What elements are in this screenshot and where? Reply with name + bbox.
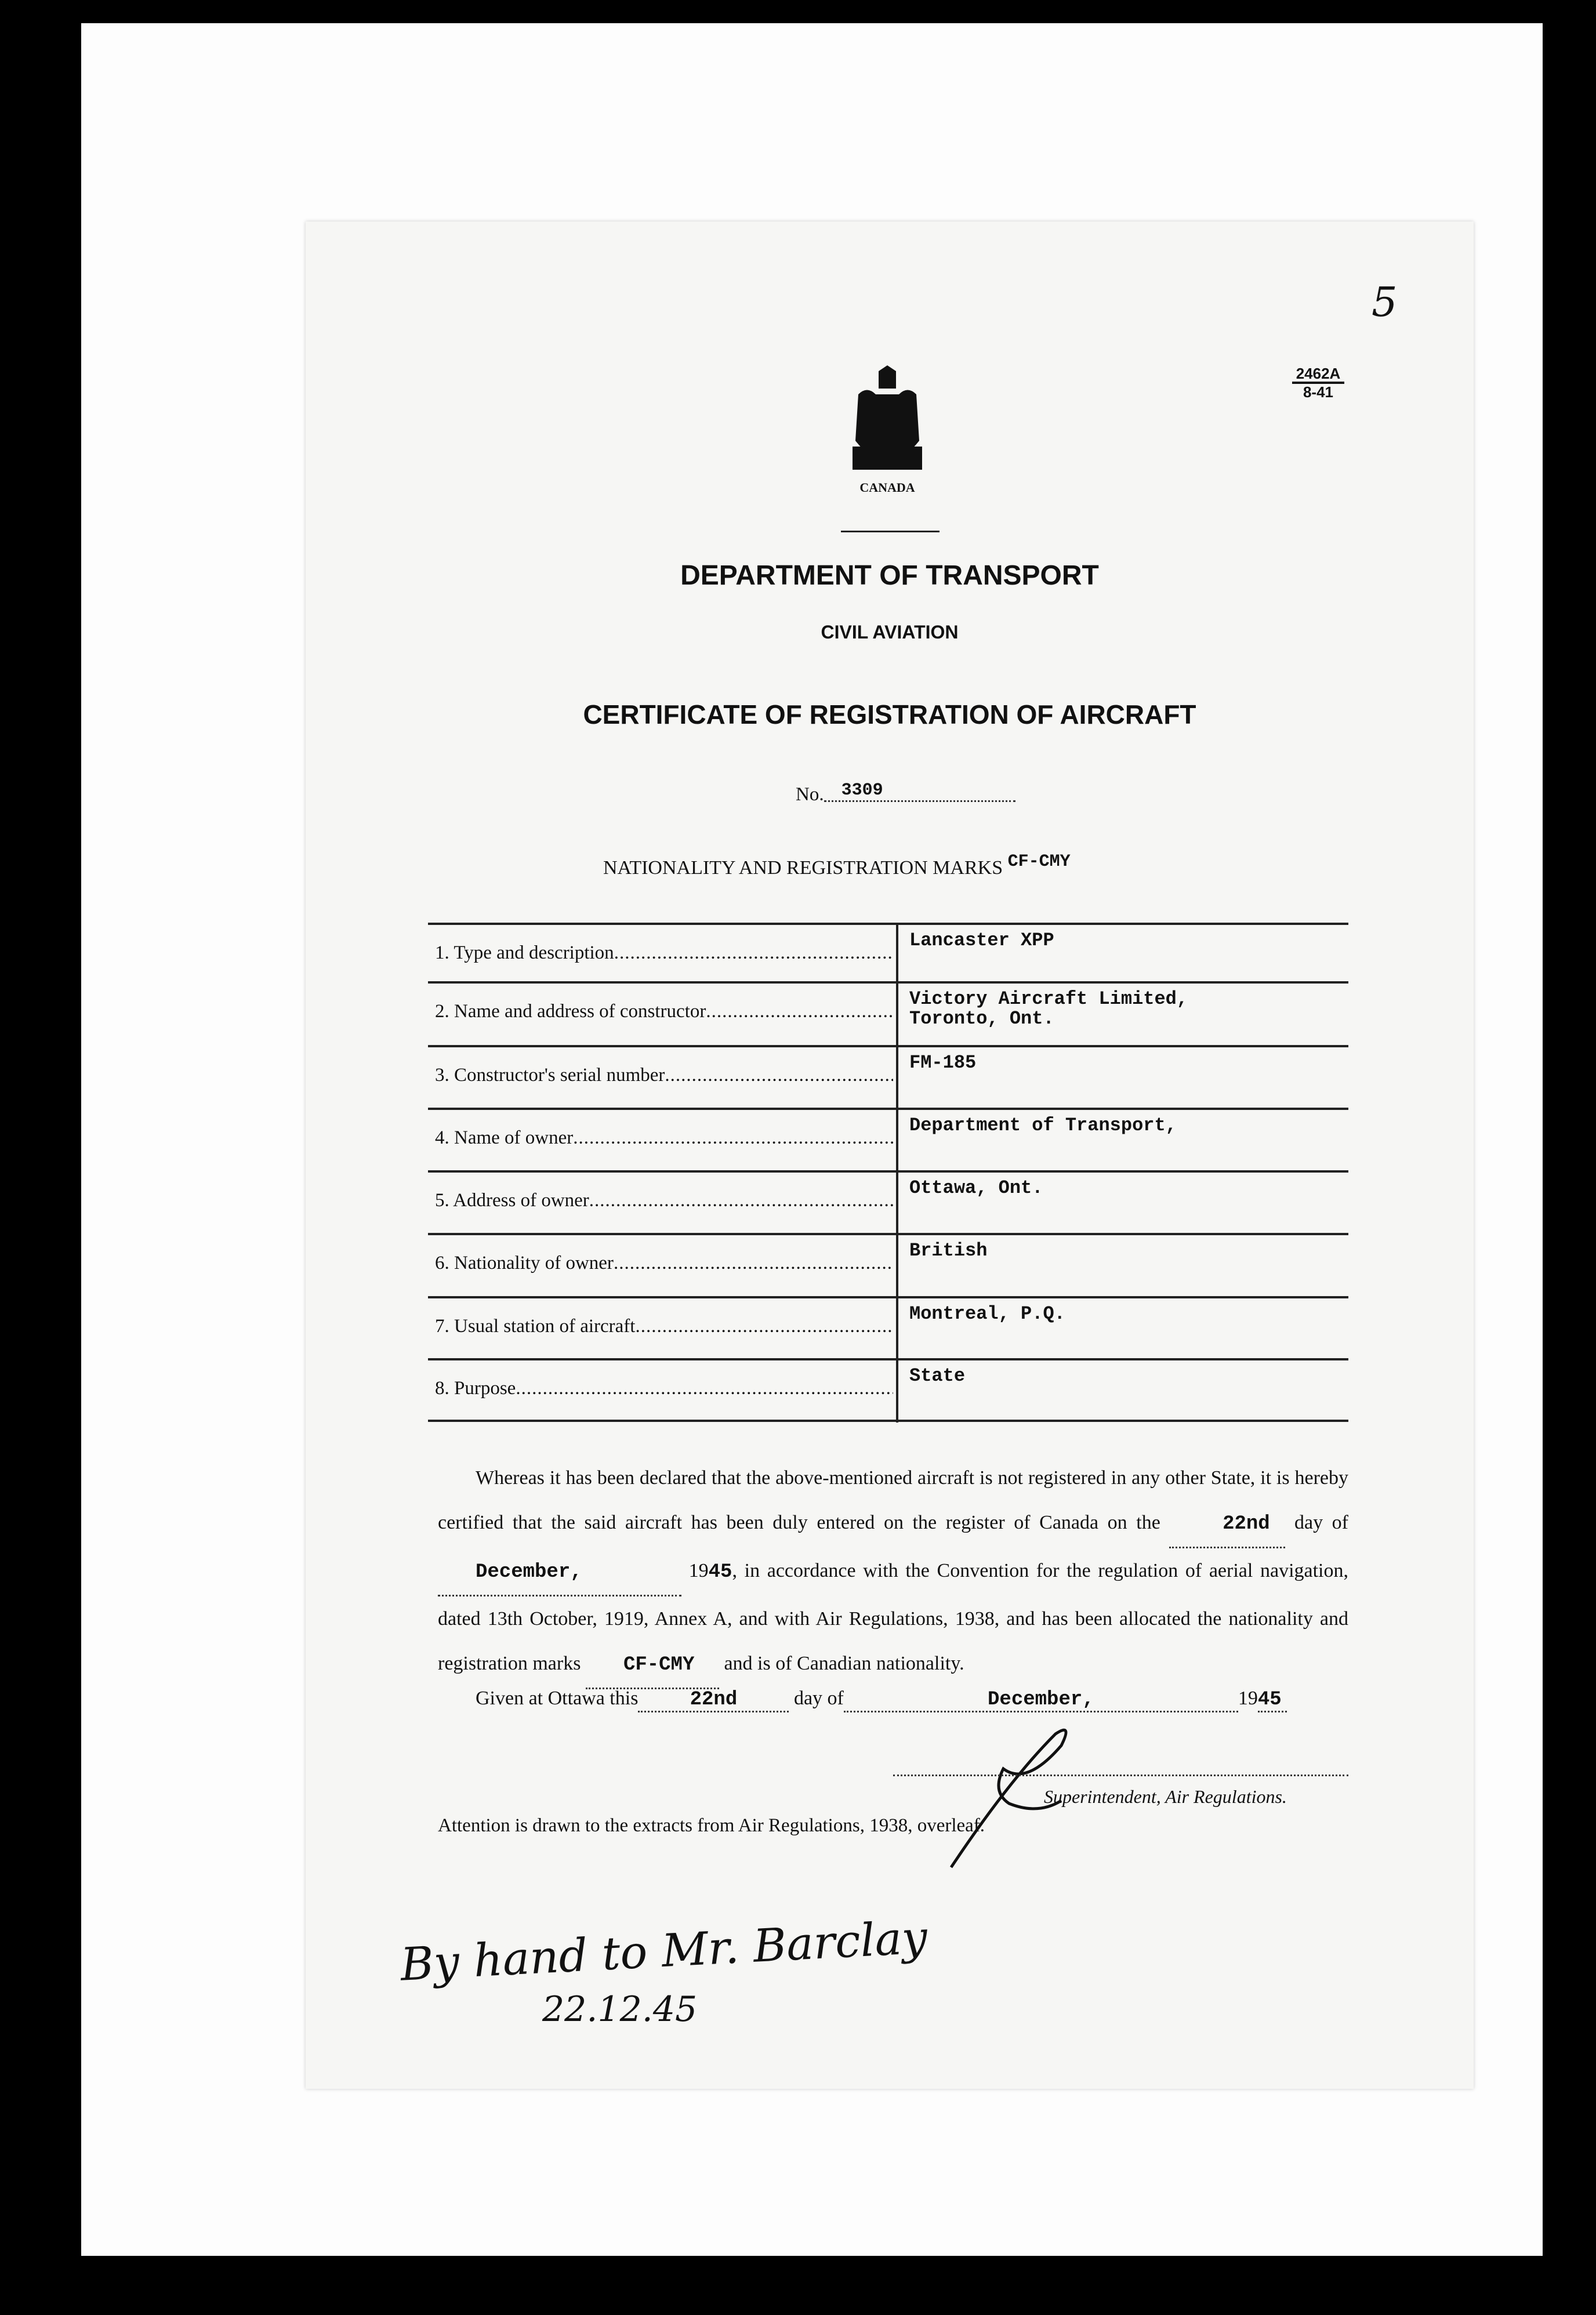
field-label: 3. Constructor's serial number ..... bbox=[435, 1065, 893, 1086]
given-at-line bbox=[476, 1688, 1287, 1712]
field-row bbox=[428, 1170, 1348, 1234]
field-row bbox=[428, 1296, 1348, 1360]
certificate-title: CERTIFICATE OF REGISTRATION OF AIRCRAFT bbox=[583, 699, 1196, 730]
crest-caption: CANADA bbox=[859, 480, 915, 495]
field-value: Lancaster XPP bbox=[909, 930, 1054, 951]
certification-text: Whereas it has been declared that the above-mentioned aircraft is not registered in any other State, it is hereby certified that the said aircraft has been duly entered on the register of Canada on the bbox=[438, 1467, 1348, 1533]
field-value: Victory Aircraft Limited, Toronto, Ont. bbox=[909, 988, 1188, 1029]
field-value: FM-185 bbox=[909, 1052, 977, 1073]
marks-value: CF-CMY bbox=[1007, 852, 1071, 872]
year-prefix: 19 bbox=[688, 1560, 709, 1581]
given-day: 22nd bbox=[638, 1689, 789, 1712]
form-number-code: 2462A bbox=[1292, 365, 1344, 384]
registration-day: 22nd bbox=[1169, 1502, 1285, 1548]
handwritten-note: By hand to Mr. Barclay bbox=[399, 1911, 929, 1991]
division-title: CIVIL AVIATION bbox=[821, 622, 959, 643]
field-value: Montreal, P.Q. bbox=[909, 1303, 1065, 1325]
given-day-of: day of bbox=[793, 1688, 844, 1709]
number-label: No. bbox=[796, 784, 824, 805]
field-row bbox=[428, 1108, 1348, 1171]
field-value: British bbox=[909, 1240, 988, 1261]
certification-paragraph bbox=[438, 1456, 1348, 1689]
field-row bbox=[428, 1233, 1348, 1297]
given-month: December, bbox=[844, 1689, 1238, 1712]
field-value: State bbox=[909, 1365, 966, 1387]
department-title: DEPARTMENT OF TRANSPORT bbox=[680, 560, 1099, 591]
signature-line bbox=[893, 1775, 1348, 1776]
marks-label: NATIONALITY AND REGISTRATION MARKS bbox=[603, 857, 1003, 879]
number-value: 3309 bbox=[824, 781, 1015, 802]
attention-note: Attention is drawn to the extracts from Air Regulations, 1938, overleaf. bbox=[438, 1815, 985, 1836]
form-date: 8-41 bbox=[1303, 383, 1334, 401]
given-year: 45 bbox=[1258, 1689, 1287, 1712]
canada-crest-icon bbox=[847, 365, 928, 481]
allocated-marks: CF-CMY bbox=[586, 1643, 719, 1689]
table-divider bbox=[896, 923, 898, 1423]
field-row bbox=[428, 923, 1348, 986]
field-row bbox=[428, 1358, 1348, 1422]
field-label: 6. Nationality of owner ..... bbox=[435, 1253, 893, 1274]
form-number bbox=[1292, 365, 1344, 400]
certificate-number bbox=[796, 781, 1015, 808]
given-year-prefix: 19 bbox=[1238, 1688, 1258, 1709]
field-label: 4. Name of owner ..... bbox=[435, 1127, 893, 1149]
certification-text-3: and is of Canadian nationality. bbox=[724, 1653, 964, 1674]
header-rule bbox=[841, 531, 940, 532]
handwritten-page-number: 5 bbox=[1372, 278, 1398, 326]
field-label: 1. Type and description ..... bbox=[435, 942, 893, 964]
registration-year: 45 bbox=[708, 1561, 732, 1583]
certification-text-2: , in accordance with the Convention for the regulation of aerial navigation, dated 13th October, 1919, Annex A, and with Air Regulations, 1938, and has been allocated the nationality and registration marks bbox=[438, 1560, 1348, 1674]
registration-month: December, bbox=[438, 1550, 681, 1596]
signature-title: Superintendent, Air Regulations. bbox=[1044, 1786, 1287, 1807]
day-of-text: day of bbox=[1294, 1512, 1349, 1533]
field-label: 2. Name and address of constructor ..... bbox=[435, 1001, 893, 1022]
registration-marks bbox=[603, 852, 1071, 880]
field-row bbox=[428, 1045, 1348, 1109]
field-label: 8. Purpose ..... bbox=[435, 1378, 893, 1399]
handwritten-date: 22.12.45 bbox=[542, 1989, 698, 2030]
field-value: Ottawa, Ont. bbox=[909, 1177, 1043, 1199]
field-label: 5. Address of owner ..... bbox=[435, 1190, 893, 1211]
given-prefix: Given at Ottawa this bbox=[476, 1688, 639, 1709]
field-value: Department of Transport, bbox=[909, 1115, 1177, 1136]
field-label: 7. Usual station of aircraft ..... bbox=[435, 1316, 893, 1337]
field-row bbox=[428, 981, 1348, 1045]
